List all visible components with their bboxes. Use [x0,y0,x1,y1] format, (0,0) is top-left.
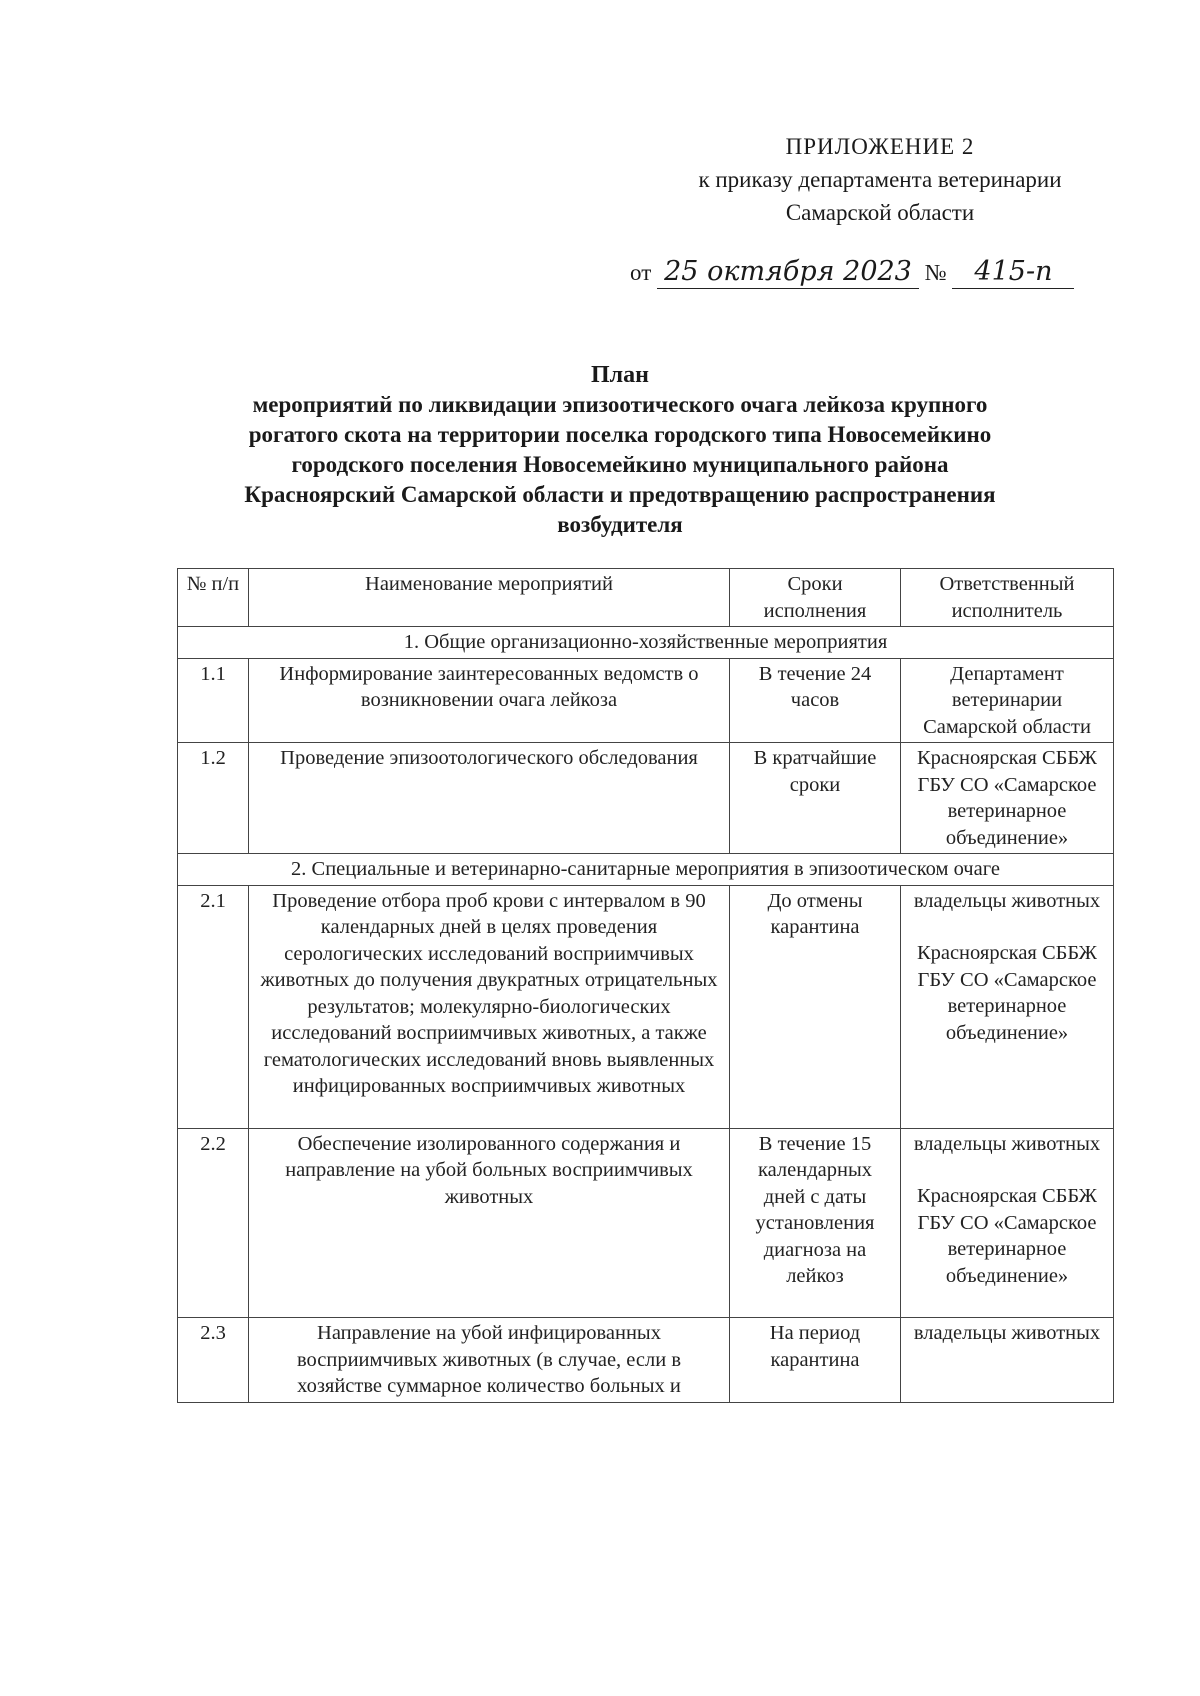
row-responsible [901,743,1114,854]
title-line-2: рогатого скота на территории поселка городского типа Новосемейкино [248,422,992,447]
header-name: Наименование мероприятий [249,569,730,627]
responsible-owner: владельцы животных [913,889,1101,912]
header-responsible: Ответственный исполнитель [901,569,1114,627]
title-line-4: Красноярский Самарской области и предотвращению распространения [244,482,996,507]
title-line-1: мероприятий по ликвидации эпизоотического очага лейкоза крупного [252,392,988,417]
table-row [178,1318,1114,1403]
header-num: № п/п [178,569,249,627]
row-num: 1.2 [178,743,249,854]
row-name: Информирование заинтересованных ведомств о возникновении очага лейкоза [249,658,730,743]
document-title [160,360,1080,540]
row-name: Проведение эпизоотологического обследования [249,743,730,854]
row-responsible [901,885,1114,1128]
title-line-3: городского поселения Новосемейкино муниципального района [291,452,949,477]
row-term: В кратчайшие сроки [730,743,901,854]
appendix-header [640,130,1120,229]
responsible-text: Красноярская СББЖ ГБУ СО «Самарское ветеринарное объединение» [916,747,1098,849]
row-name: Проведение отбора проб крови с интервалом в 90 календарных дней в целях проведения серологических исследований восприимчивых животных до получения двукратных отрицательных результатов; молекулярно-биологических исследований восприимчивых животных, а также гематологических исследований вновь выявленных инфицированных восприимчивых животных [249,885,730,1128]
handwritten-date: 25 октября 2023 [657,256,919,289]
row-num: 1.1 [178,658,249,743]
row-name: Направление на убой инфицированных восприимчивых животных (в случае, если в хозяйстве суммарное количество больных и [249,1318,730,1403]
responsible-owner: владельцы животных [913,1132,1101,1155]
row-term: В течение 24 часов [730,658,901,743]
appendix-line-1: к приказу департамента ветеринарии [698,167,1062,192]
from-label: от [630,260,652,285]
responsible-owner: владельцы животных [913,1322,1101,1344]
row-num: 2.3 [178,1318,249,1403]
table-header-row [178,569,1114,627]
section-title: 2. Специальные и ветеринарно-санитарные мероприятия в эпизоотическом очаге [178,854,1114,886]
row-name: Обеспечение изолированного содержания и направление на убой больных восприимчивых животных [249,1128,730,1318]
table-row [178,1128,1114,1318]
responsible-text: Красноярская СББЖ ГБУ СО «Самарское ветеринарное объединение» [916,1185,1098,1287]
section-title: 1. Общие организационно-хозяйственные мероприятия [178,627,1114,659]
section-row [178,854,1114,886]
handwritten-number: 415-п [952,256,1074,289]
appendix-line-2: Самарской области [785,200,975,225]
table-row [178,743,1114,854]
responsible-text: Департамент ветеринарии Самарской области [923,662,1091,738]
header-term: Сроки исполнения [730,569,901,627]
row-term: На период карантина [730,1318,901,1403]
row-term: В течение 15 календарных дней с даты установления диагноза на лейкоз [730,1128,901,1318]
table-row [178,885,1114,1128]
row-responsible [901,1128,1114,1318]
row-term: До отмены карантина [730,885,901,1128]
row-num: 2.1 [178,885,249,1128]
measures-table [177,568,1114,1403]
section-row [178,627,1114,659]
title-line-5: возбудителя [557,512,683,537]
order-reference [630,256,1150,289]
table-row [178,658,1114,743]
number-label: № [924,260,947,285]
appendix-label: ПРИЛОЖЕНИЕ 2 [785,134,975,159]
responsible-text: Красноярская СББЖ ГБУ СО «Самарское ветеринарное объединение» [916,942,1098,1044]
row-responsible [901,658,1114,743]
row-responsible [901,1318,1114,1403]
title-heading: План [591,362,649,388]
row-num: 2.2 [178,1128,249,1318]
